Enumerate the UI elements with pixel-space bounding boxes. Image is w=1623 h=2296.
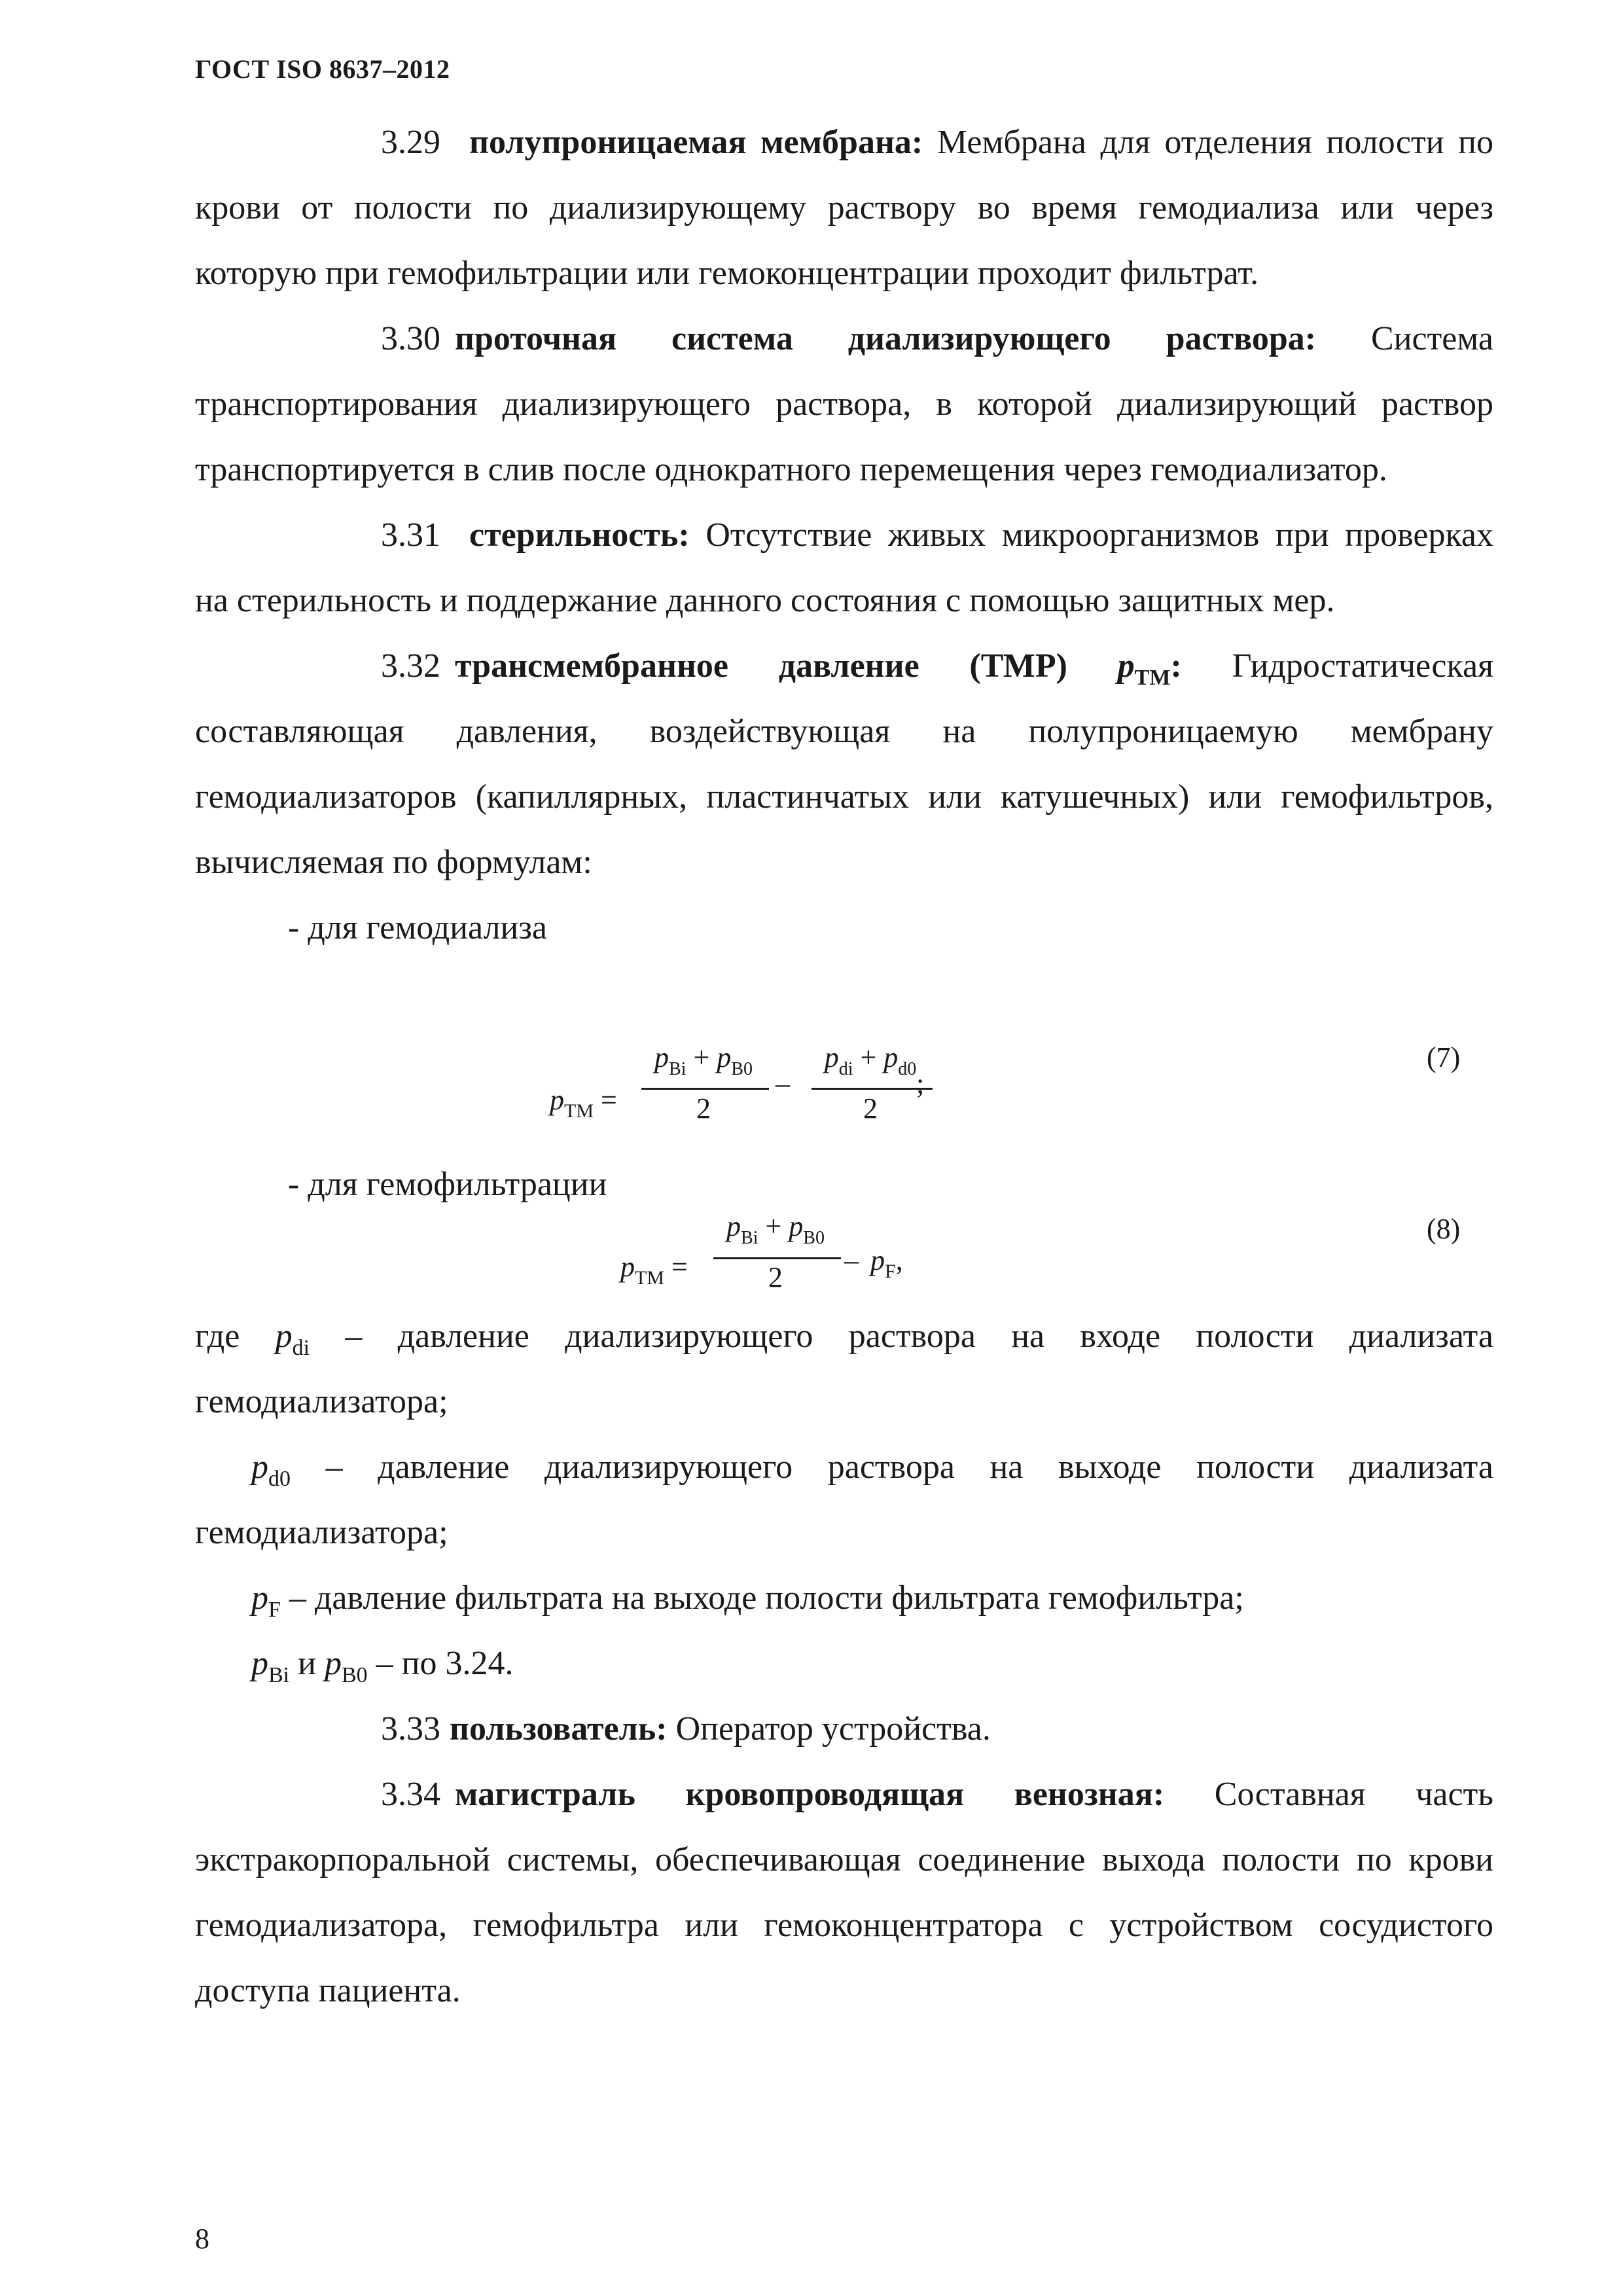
definition-3-30 (195, 306, 1493, 503)
fraction-bar (812, 1088, 933, 1090)
term: трансмембранное давление (ТМР) $p_{TM}$: (455, 647, 1182, 690)
clause-number: 3.30 (381, 320, 440, 357)
symbol-def-pf: $p_F$ – давление фильтрата на выходе полости фильтрата гемофильтра; (251, 1579, 1244, 1622)
definition-3-32 (195, 634, 1493, 895)
definition-3-34 (195, 1762, 1493, 2024)
definition-3-29 (195, 110, 1493, 306)
fraction-bar (641, 1088, 769, 1090)
symbol-def-pdi: где $p_{di}$ – давление диализирующего раствора на входе полости диализата гемодиализатора; (195, 1318, 1493, 1420)
formula-end-punct: ; (916, 1067, 925, 1100)
fraction-denominator: 2 (696, 1092, 711, 1124)
definition-3-33 (195, 1696, 1493, 1762)
formula-lhs: $p_{TM}$ = (550, 1084, 617, 1122)
clause-number: 3.31 (381, 516, 440, 554)
symbol-def-pd0: $p_{d0}$ – давление диализирующего раствора на выходе полости диализата гемодиализатора; (195, 1448, 1493, 1551)
definition-text: Оператор устройства. (667, 1710, 991, 1748)
minus-sign: – (844, 1244, 859, 1276)
page-number: 8 (195, 2223, 209, 2255)
clause-number: 3.32 (381, 647, 440, 685)
definition-3-31 (195, 503, 1493, 634)
equation-number: (7) (1427, 1041, 1461, 1073)
clause-number: 3.29 (381, 124, 440, 161)
term: проточная система диализирующего раствора: (455, 320, 1317, 357)
document-header: ГОСТ ISO 8637–2012 (195, 54, 450, 84)
minus-sign: – (776, 1067, 790, 1100)
list-item-hemofiltration: - для гемофильтрации (288, 1166, 607, 1203)
fraction-numerator: $p_{Bi} + p_{B0}$ (654, 1041, 753, 1079)
symbol-def-pbi-pb0: $p_{Bi}$ и $p_{B0}$ – по 3.24. (251, 1645, 514, 1687)
fraction-denominator: 2 (863, 1092, 878, 1124)
formula-lhs: $p_{TM}$ = (620, 1251, 688, 1289)
definition-text: Мембрана для отделения полости по крови от полости по диализирующему раствору во время гемодиализа или через которую при гемофильтрации или гемоконцентрации проходит фильтрат. (195, 124, 1493, 292)
definitions-block-1 (195, 110, 1493, 961)
definition-text: Система транспортирования диализирующего раствора, в которой диализирующий раствор транспортируется в слив после однократного перемещения через гемодиализатор. (195, 320, 1493, 488)
definition-text: Гидростатическая составляющая давления, воздействующая на полупроницаемую мембрану гемодиализаторов (капиллярных, пластинчатых или катушечных) или гемофильтров, вычисляемая по формулам: (195, 647, 1493, 881)
formula-rhs: $p_F$, (870, 1244, 903, 1282)
fraction-bar (713, 1257, 841, 1259)
fraction-numerator: $p_{di} + p_{d0}$ (824, 1041, 917, 1079)
definitions-block-2 (195, 1304, 1493, 2024)
list-block-2 (195, 1152, 1493, 1217)
definition-text: Составная часть экстракорпоральной системы, обеспечивающая соединение выхода полости по крови гемодиализатора, гемофильтра или гемоконцентратора с устройством сосудистого доступа пациента. (195, 1776, 1493, 2009)
fraction-numerator: $p_{Bi} + p_{B0}$ (726, 1210, 825, 1248)
term: полупроницаемая мембрана: (469, 124, 923, 161)
term: пользователь: (450, 1710, 668, 1748)
term: магистраль кровопроводящая венозная: (455, 1776, 1165, 1813)
equation-number: (8) (1427, 1213, 1461, 1245)
clause-number: 3.33 (381, 1710, 440, 1748)
list-item-hemodialysis: - для гемодиализа (288, 909, 547, 946)
fraction-denominator: 2 (768, 1261, 783, 1293)
clause-number: 3.34 (381, 1776, 440, 1813)
term: стерильность: (469, 516, 690, 554)
definition-text: Отсутствие живых микроорганизмов при проверках на стерильность и поддержание данного состояния с помощью защитных мер. (195, 516, 1493, 619)
